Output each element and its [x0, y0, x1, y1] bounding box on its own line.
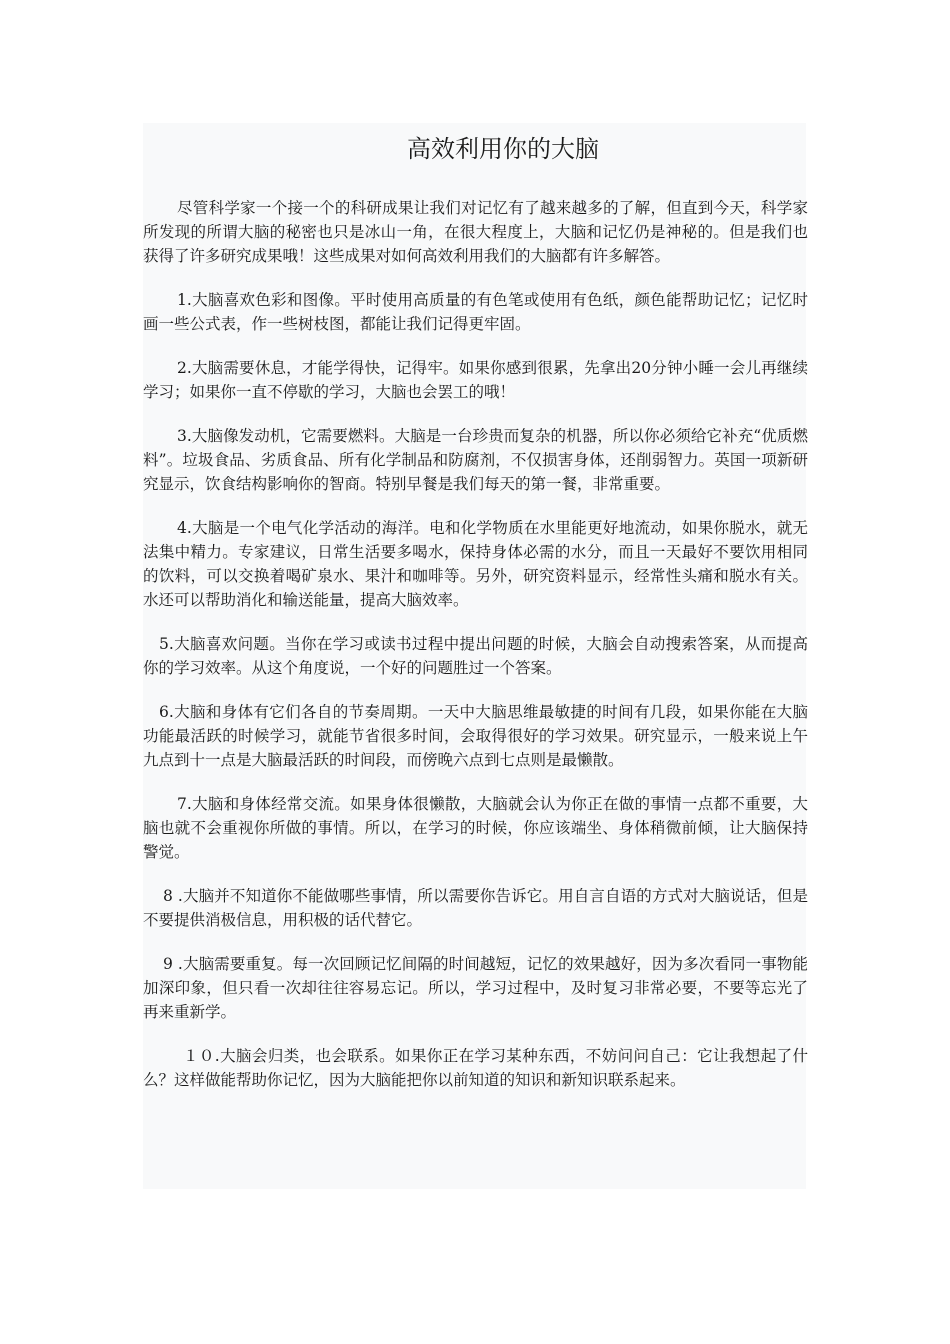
point-paragraph-10: １０.大脑会归类，也会联系。如果你正在学习某种东西，不妨问问自己：它让我想起了什么？这样做能帮助你记忆，因为大脑能把你以前知道的知识和新知识联系起来。: [143, 1047, 808, 1089]
document-body: [143, 196, 808, 1112]
point-paragraph-1: 1.大脑喜欢色彩和图像。平时使用高质量的有色笔或使用有色纸，颜色能帮助记忆；记忆时画一些公式表，作一些树枝图，都能让我们记得更牢固。: [143, 291, 808, 333]
point-paragraph-7: 7.大脑和身体经常交流。如果身体很懒散，大脑就会认为你正在做的事情一点都不重要，大脑也就不会重视你所做的事情。所以，在学习的时候，你应该端坐、身体稍微前倾，让大脑保持警觉。: [143, 795, 808, 861]
point-paragraph-9: 9 .大脑需要重复。每一次回顾记忆间隔的时间越短，记忆的效果越好，因为多次看同一事物能加深印象，但只看一次却往往容易忘记。所以，学习过程中，及时复习非常必要，不要等忘光了再来重新学。: [143, 955, 808, 1021]
point-paragraph-6: 6.大脑和身体有它们各自的节奏周期。一天中大脑思维最敏捷的时间有几段，如果你能在大脑功能最活跃的时候学习，就能节省很多时间，会取得很好的学习效果。研究显示，一般来说上午九点到十一点是大脑最活跃的时间段，而傍晚六点到七点则是最懒散。: [143, 703, 808, 769]
point-paragraph-4: 4.大脑是一个电气化学活动的海洋。电和化学物质在水里能更好地流动，如果你脱水，就无法集中精力。专家建议，日常生活要多喝水，保持身体必需的水分，而且一天最好不要饮用相同的饮料，可以交换着喝矿泉水、果汁和咖啡等。另外，研究资料显示，经常性头痛和脱水有关。水还可以帮助消化和输送能量，提高大脑效率。: [143, 519, 808, 609]
point-paragraph-5: 5.大脑喜欢问题。当你在学习或读书过程中提出问题的时候，大脑会自动搜索答案，从而提高你的学习效率。从这个角度说，一个好的问题胜过一个答案。: [143, 635, 808, 677]
point-paragraph-8: 8 .大脑并不知道你不能做哪些事情，所以需要你告诉它。用自言自语的方式对大脑说话，但是不要提供消极信息，用积极的话代替它。: [143, 887, 808, 929]
document-title: 高效利用你的大脑: [407, 135, 599, 163]
intro-paragraph: 尽管科学家一个接一个的科研成果让我们对记忆有了越来越多的了解，但直到今天，科学家所发现的所谓大脑的秘密也只是冰山一角，在很大程度上，大脑和记忆仍是神秘的。但是我们也获得了许多研究成果哦！这些成果对如何高效利用我们的大脑都有许多解答。: [143, 199, 808, 265]
point-paragraph-2: 2.大脑需要休息，才能学得快，记得牢。如果你感到很累，先拿出20分钟小睡一会儿再继续学习；如果你一直不停歇的学习，大脑也会罢工的哦！: [143, 359, 808, 401]
point-paragraph-3: 3.大脑像发动机，它需要燃料。大脑是一台珍贵而复杂的机器，所以你必须给它补充“优质燃料”。垃圾食品、劣质食品、所有化学制品和防腐剂，不仅损害身体，还削弱智力。英国一项新研究显示，饮食结构影响你的智商。特别早餐是我们每天的第一餐，非常重要。: [143, 427, 808, 493]
